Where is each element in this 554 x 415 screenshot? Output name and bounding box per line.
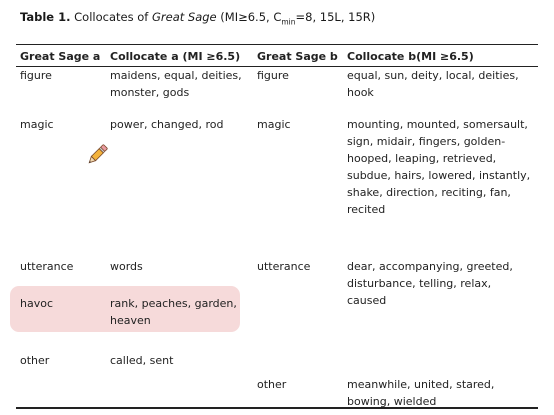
cell-utterance-collocate-a: words xyxy=(110,260,143,273)
caption-params-1: (MI≥6.5, C xyxy=(216,10,282,24)
cell-other-collocate-a: called, sent xyxy=(110,354,174,367)
cell-utterance-a: utterance xyxy=(20,260,74,273)
cell-utterance-b: utterance xyxy=(257,260,311,273)
header-collocate-b: Collocate b(MI ≥6.5) xyxy=(347,50,474,63)
cell-havoc-collocate-a: rank, peaches, garden, heaven xyxy=(110,297,237,327)
cell-magic-collocate-b: mounting, mounted, somersault, sign, midair, fingers, golden-hooped, leaping, retrieved, subdue, hairs, lowered, instantly, shake, direction, reciting, fan, recited xyxy=(347,118,531,216)
caption-italic: Great Sage xyxy=(151,10,217,24)
cell-other-b: other xyxy=(257,378,287,391)
caption-params-2: =8, 15L, 15R) xyxy=(295,10,376,24)
header-collocate-a: Collocate a (MI ≥6.5) xyxy=(110,50,241,63)
cell-other-collocate-b: meanwhile, united, stared, bowing, wielded xyxy=(347,378,495,408)
cell-figure-collocate-a: maidens, equal, deities, monster, gods xyxy=(110,69,242,99)
caption-text: Collocates of xyxy=(70,10,152,24)
cell-figure-a: figure xyxy=(20,69,52,82)
header-great-sage-b: Great Sage b xyxy=(257,50,338,63)
cell-havoc-a: havoc xyxy=(20,297,53,310)
pencil-icon xyxy=(84,142,110,168)
table-caption xyxy=(20,10,375,26)
cell-figure-collocate-b: equal, sun, deity, local, deities, hook xyxy=(347,69,519,99)
table-top-rule xyxy=(16,44,538,45)
cell-magic-collocate-a: power, changed, rod xyxy=(110,118,224,131)
cell-utterance-collocate-b: dear, accompanying, greeted, disturbance, telling, relax, caused xyxy=(347,260,513,307)
cell-figure-b: figure xyxy=(257,69,289,82)
header-great-sage-a: Great Sage a xyxy=(20,50,101,63)
cell-magic-b: magic xyxy=(257,118,291,131)
caption-subscript: min xyxy=(281,17,296,27)
cell-magic-a: magic xyxy=(20,118,54,131)
cell-other-a: other xyxy=(20,354,50,367)
caption-label: Table 1. xyxy=(20,10,71,24)
